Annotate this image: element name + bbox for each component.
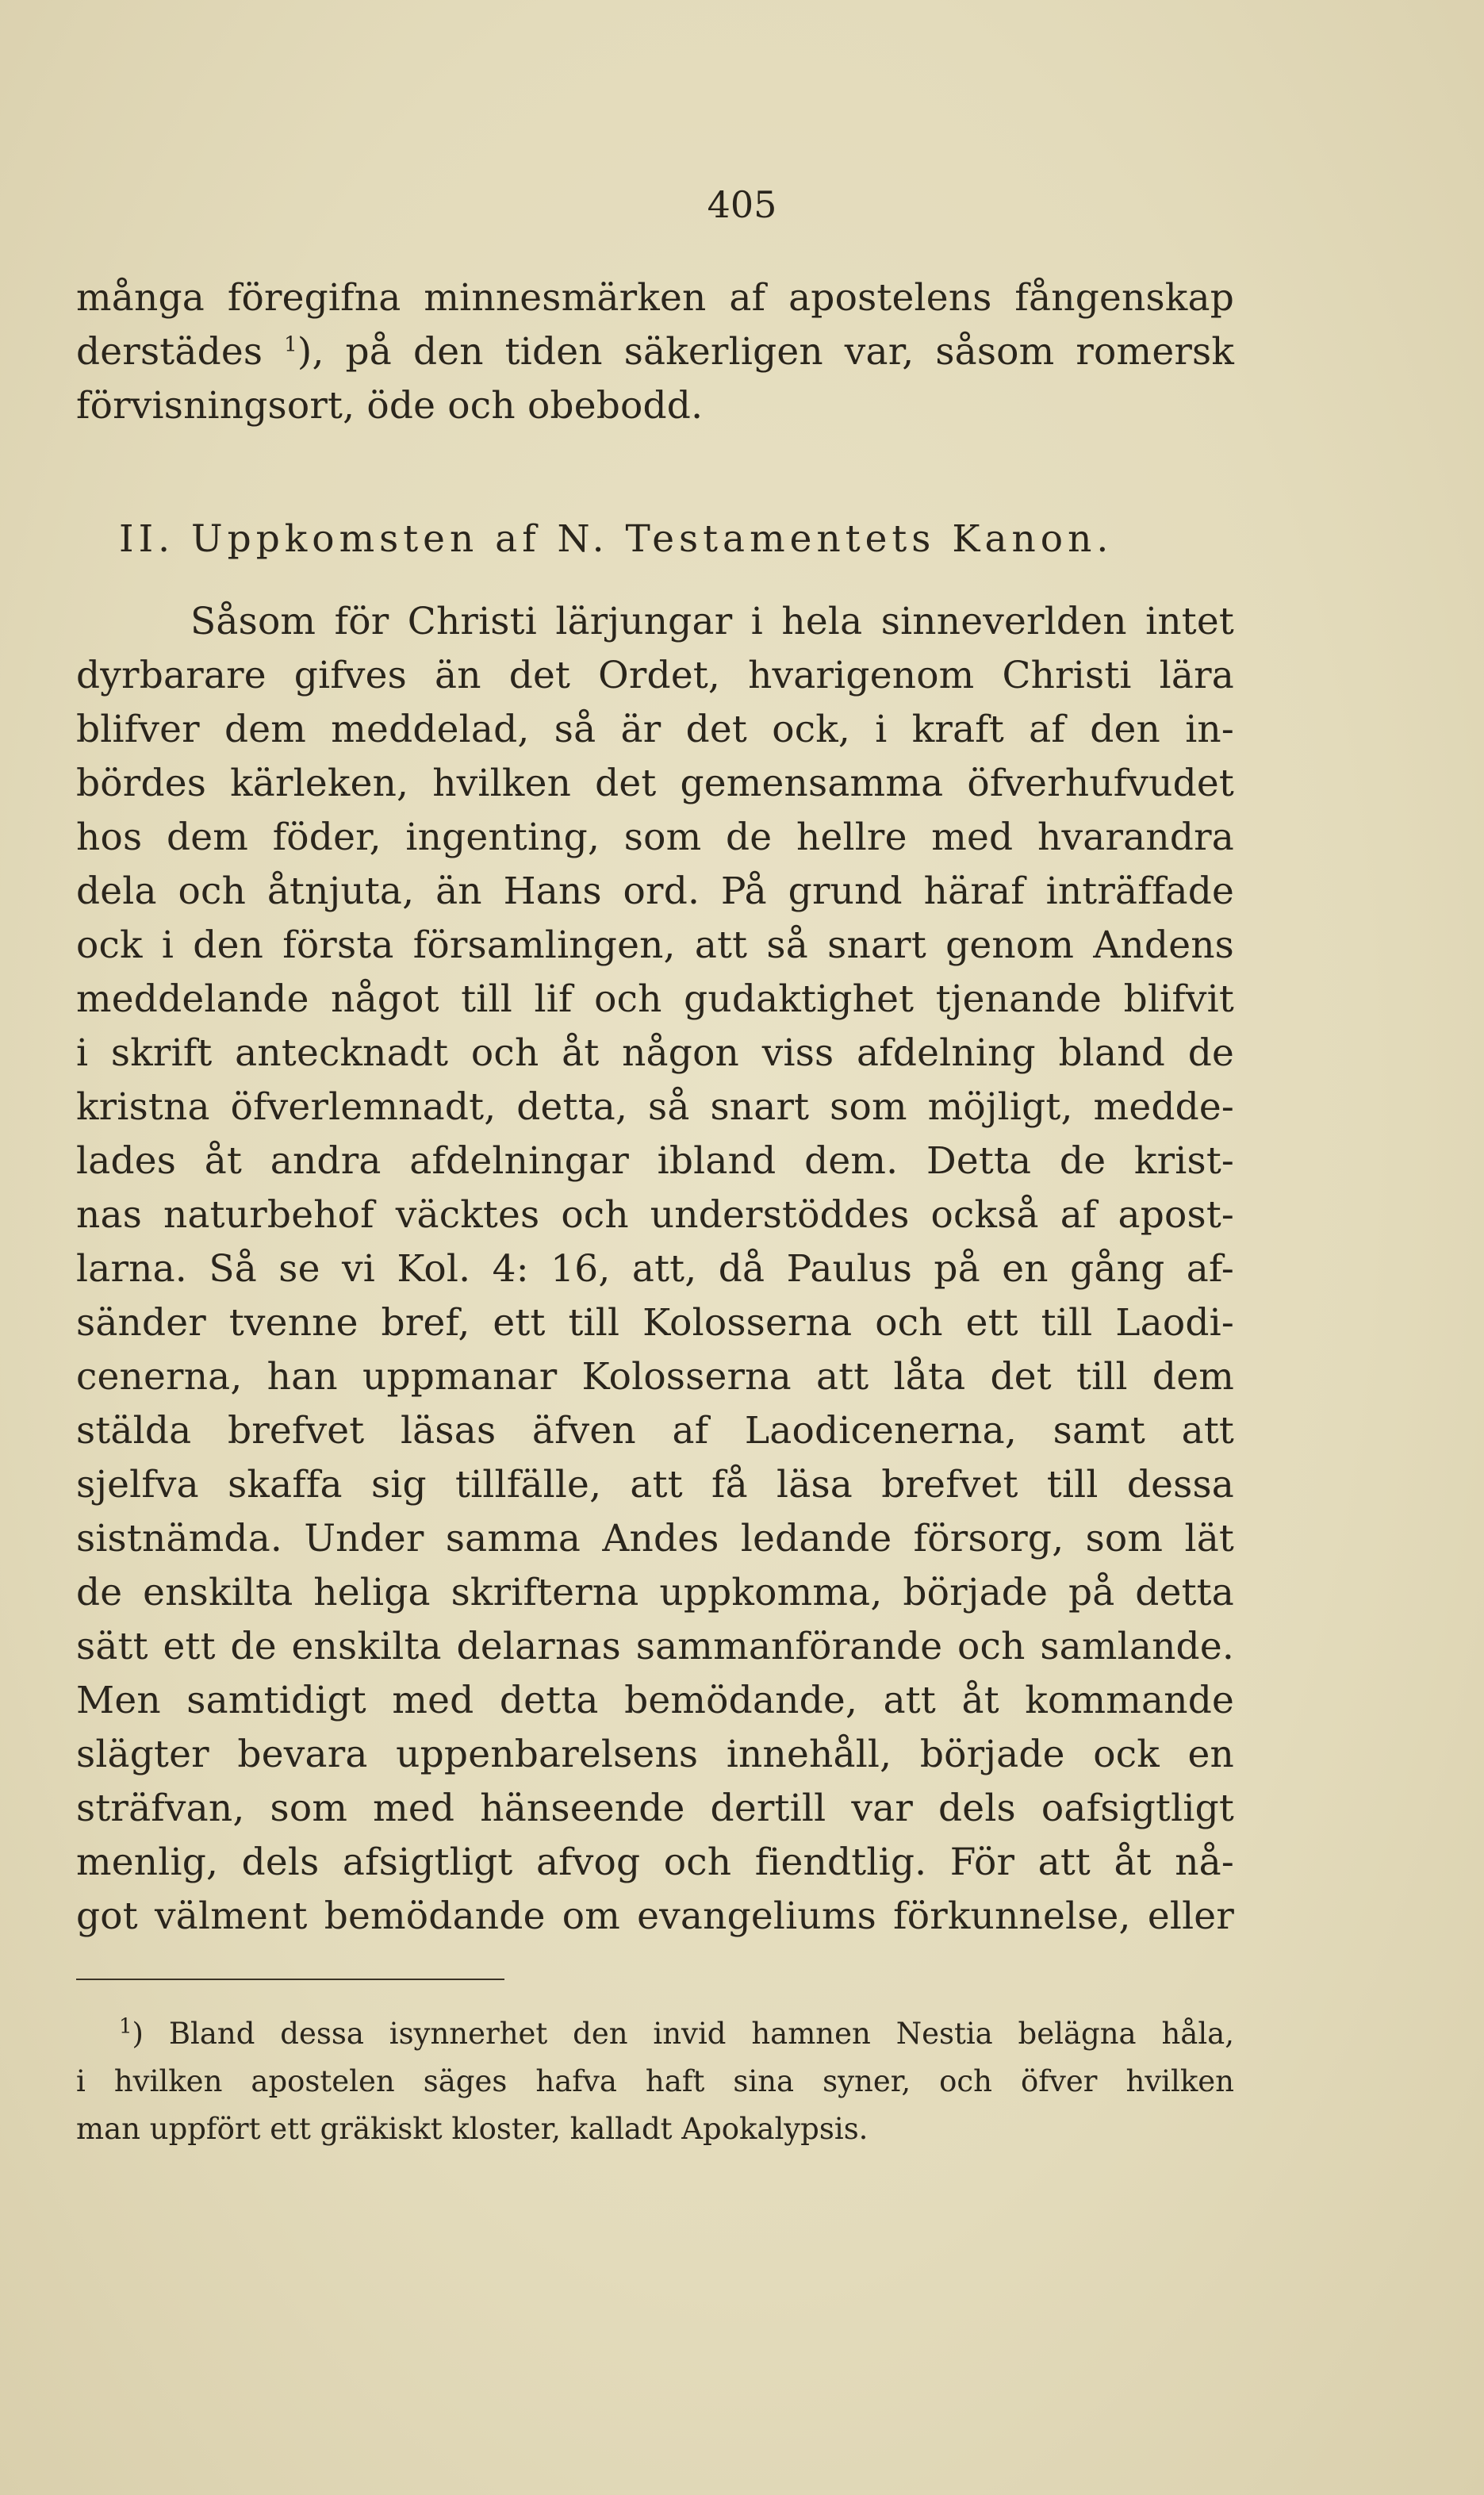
- text-line: lades åt andra afdelningar ibland dem. Detta de krist-: [76, 1139, 1234, 1183]
- text-line: Såsom för Christi lärjungar i hela sinneverlden intet: [190, 600, 1234, 643]
- footnote-marker: 1: [119, 2014, 132, 2039]
- text-line: got välment bemödande om evangeliums förkunnelse, eller: [76, 1894, 1234, 1938]
- text-line: ock i den första församlingen, att så snart genom Andens: [76, 923, 1234, 967]
- text-line: förvisningsort, öde och obebodd.: [76, 384, 704, 428]
- text-line: sistnämda. Under samma Andes ledande försorg, som lät: [76, 1517, 1234, 1560]
- footnote-divider: [76, 1979, 504, 1980]
- text-line: de enskilta heliga skrifterna uppkomma, började på detta: [76, 1571, 1234, 1614]
- footnote-text: ) Bland dessa isynnerhet den invid hamnen Nestia belägna håla,: [132, 2017, 1234, 2051]
- text-line: nas naturbehof väcktes och understöddes också af apost-: [76, 1193, 1234, 1237]
- text-line: Men samtidigt med detta bemödande, att åt kommande: [76, 1679, 1234, 1722]
- text-line: dyrbarare gifves än det Ordet, hvarigenom Christi lära: [76, 654, 1234, 697]
- footnote-line: man uppfört ett gräkiskt kloster, kalladt Apokalypsis.: [76, 2112, 869, 2146]
- section-heading: II. Uppkomsten af N. Testamentets Kanon.: [119, 517, 1114, 561]
- text-line: larna. Så se vi Kol. 4: 16, att, då Paulus på en gång af-: [76, 1247, 1234, 1291]
- text-line: sänder tvenne bref, ett till Kolosserna och ett till Laodi-: [76, 1301, 1234, 1345]
- text-line: dela och åtnjuta, än Hans ord. På grund häraf inträffade: [76, 869, 1234, 913]
- text-span: ), på den tiden säkerligen var, såsom romersk: [297, 330, 1234, 374]
- text-line: sätt ett de enskilta delarnas sammanförande och samlande.: [76, 1625, 1234, 1668]
- text-line: stälda brefvet läsas äfven af Laodicenerna, samt att: [76, 1409, 1234, 1453]
- footnote-reference: 1: [284, 332, 297, 357]
- footnote-line: i hvilken apostelen säges hafva haft sina syner, och öfver hvilken: [76, 2064, 1234, 2098]
- text-line: slägter bevara uppenbarelsens innehåll, började ock en: [76, 1733, 1234, 1776]
- text-line: i skrift antecknadt och åt någon viss afdelning bland de: [76, 1031, 1234, 1075]
- text-line: kristna öfverlemnadt, detta, så snart som möjligt, medde-: [76, 1085, 1234, 1129]
- page-number: 405: [707, 183, 777, 226]
- text-line: meddelande något till lif och gudaktighet tjenande blifvit: [76, 977, 1234, 1021]
- text-line: sträfvan, som med hänseende dertill var dels oafsigtligt: [76, 1787, 1234, 1830]
- text-line: blifver dem meddelad, så är det ock, i kraft af den in-: [76, 708, 1234, 751]
- text-line: hos dem föder, ingenting, som de hellre med hvarandra: [76, 816, 1234, 859]
- text-line: många föregifna minnesmärken af apostelens fångenskap: [76, 276, 1234, 320]
- text-span: derstädes: [76, 330, 263, 374]
- text-line: cenerna, han uppmanar Kolosserna att låta det till dem: [76, 1355, 1234, 1399]
- text-line: menlig, dels afsigtligt afvog och fiendtlig. För att åt nå-: [76, 1841, 1234, 1884]
- text-line: sjelfva skaffa sig tillfälle, att få läsa brefvet till dessa: [76, 1463, 1234, 1507]
- footnote-line: [119, 2013, 1234, 2055]
- text-line: bördes kärleken, hvilken det gemensamma öfverhufvudet: [76, 762, 1234, 805]
- text-line: [76, 328, 1234, 376]
